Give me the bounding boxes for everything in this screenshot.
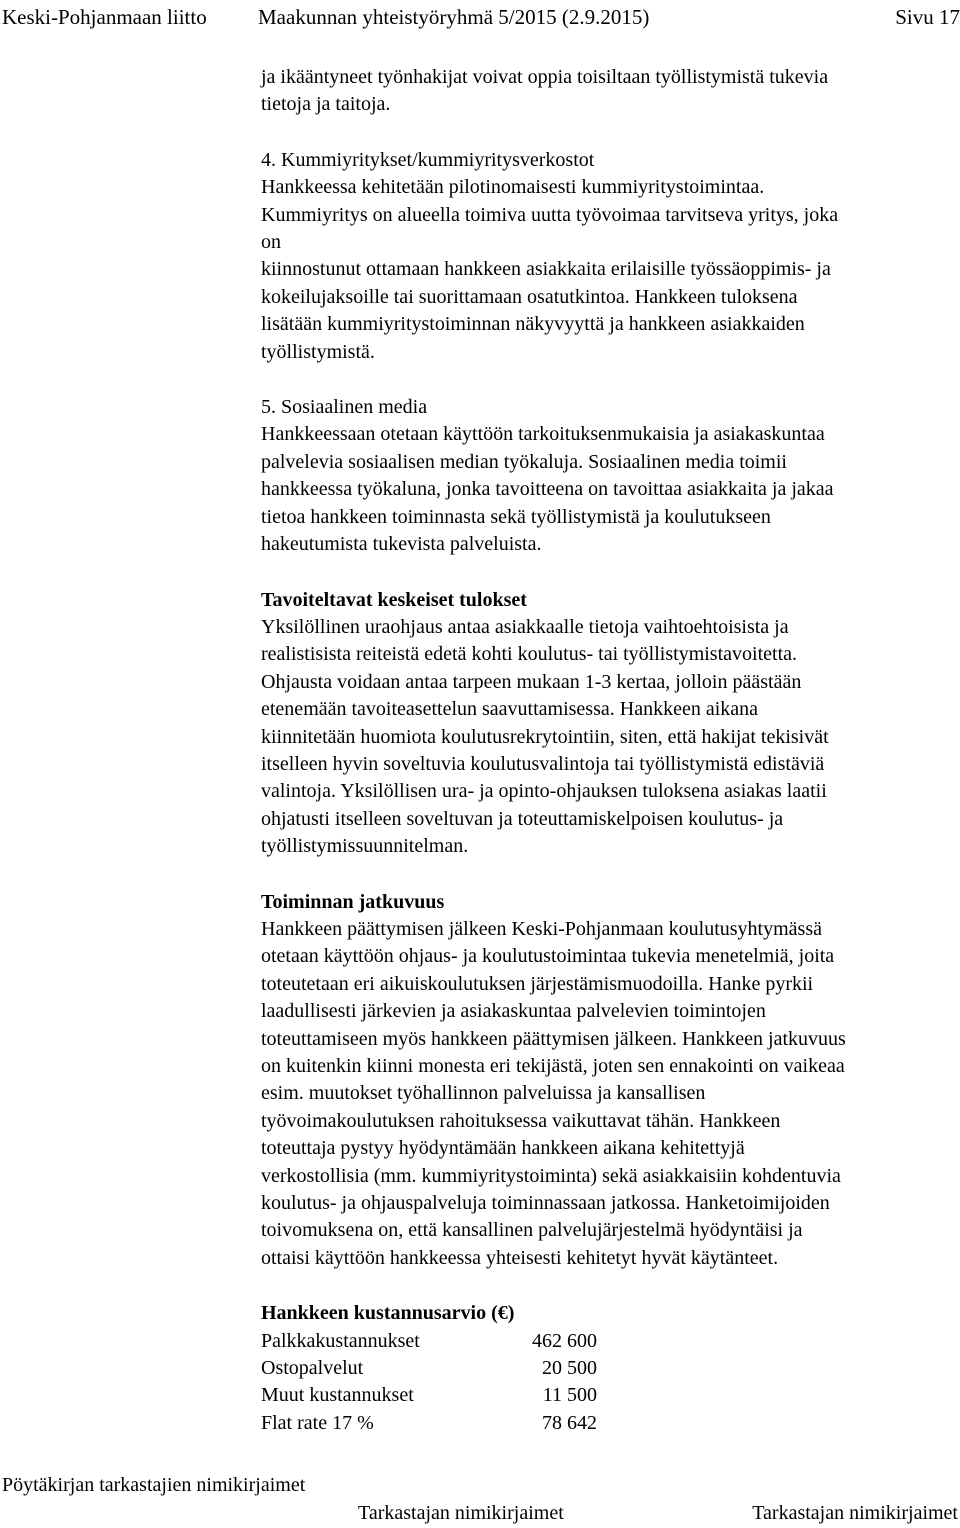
text-line: työllistymissuunnitelman. xyxy=(261,835,469,858)
protocol-inspectors-initials: Pöytäkirjan tarkastajien nimikirjaimet xyxy=(2,1474,306,1496)
text-line: kokeilujaksoille tai suorittamaan osatutkintoa. Hankkeen tuloksena xyxy=(261,285,798,308)
budget-label: Muut kustannukset xyxy=(261,1384,414,1407)
text-line: valintoja. Yksilöllisen ura- ja opinto-ohjauksen tuloksena asiakas laatii xyxy=(261,780,827,803)
budget-amount: 20 500 xyxy=(542,1357,597,1380)
page-number: Sivu 17 xyxy=(895,5,960,29)
text-line: etenemään tavoiteasettelun saavuttamisessa. Hankkeen aikana xyxy=(261,698,759,721)
budget-label: Ostopalvelut xyxy=(261,1357,364,1380)
section-heading: Tavoiteltavat keskeiset tulokset xyxy=(261,588,527,611)
text-line: koulutus- ja ohjauspalveluja toiminnassaan jatkossa. Hanketoimijoiden xyxy=(261,1192,830,1215)
text-line: laadullisesti järkevien ja asiakaskuntaa palvelevien toimintojen xyxy=(261,1000,766,1023)
budget-table xyxy=(261,1328,597,1438)
section-tulokset xyxy=(261,587,957,861)
document-body xyxy=(261,64,957,1437)
text-line: Hankkeessaan otetaan käyttöön tarkoituksenmukaisia ja asiakaskuntaa xyxy=(261,423,825,446)
section-title: 5. Sosiaalinen media xyxy=(261,396,428,419)
text-line: on xyxy=(261,231,281,254)
text-line: toteuttaja pystyy hyödyntämään hankkeen aikana kehitettyjä xyxy=(261,1137,745,1160)
text-line: verkostollisia (mm. kummiyritystoiminta) sekä asiakkaisiin kohdentuvia xyxy=(261,1164,841,1187)
text-line: otetaan käyttöön ohjaus- ja koulutustoimintaa tukevia menetelmiä, joita xyxy=(261,945,835,968)
text-line: ottaisi käyttöön hankkeessa yhteisesti kehitetyt hyvät käytänteet. xyxy=(261,1246,779,1269)
text-line: työllistymistä. xyxy=(261,340,375,363)
text-line: lisätään kummiyritystoiminnan näkyvyyttä ja hankkeen asiakkaiden xyxy=(261,313,805,336)
intro-paragraph xyxy=(261,64,957,119)
text-line: toteuttamiseen myös hankkeen päättymisen jälkeen. Hankkeen jatkuvuus xyxy=(261,1027,846,1050)
text-line: Hankkeen päättymisen jälkeen Keski-Pohjanmaan koulutusyhtymässä xyxy=(261,917,822,940)
text-line: Hankkeessa kehitetään pilotinomaisesti kummiyritystoimintaa. xyxy=(261,176,765,199)
table-row xyxy=(261,1355,597,1382)
text-line: esim. muutokset työhallinnon palveluissa ja kansallisen xyxy=(261,1082,706,1105)
section-kummiyritykset xyxy=(261,147,957,366)
budget-amount: 78 642 xyxy=(542,1411,597,1434)
budget-label: Palkkakustannukset xyxy=(261,1329,420,1352)
page-header xyxy=(0,2,960,32)
text-line: ohjatusti itselleen soveltuvan ja toteuttamiskelpoisen koulutus- ja xyxy=(261,807,784,830)
section-kustannusarvio xyxy=(261,1300,957,1437)
text-line: toteutetaan eri aikuiskoulutuksen järjestämismuodoilla. Hanke pyrkii xyxy=(261,972,814,995)
table-row xyxy=(261,1382,597,1409)
section-title: 4. Kummiyritykset/kummiyritysverkostot xyxy=(261,148,595,171)
text-line: Yksilöllinen uraohjaus antaa asiakkaalle tietoja vaihtoehtoisista ja xyxy=(261,615,789,638)
text-line: toivomuksena on, että kansallinen palvelujärjestelmä hyödyntäisi ja xyxy=(261,1219,803,1242)
text-line: tietoa hankkeen toiminnasta sekä työllistymistä ja koulutukseen xyxy=(261,505,771,528)
inspector-initials-1: Tarkastajan nimikirjaimet xyxy=(358,1502,564,1524)
meeting-title: Maakunnan yhteistyöryhmä 5/2015 (2.9.2015) xyxy=(258,5,650,29)
text-line: hankkeessa työkaluna, jonka tavoitteena on tavoittaa asiakkaita ja jakaa xyxy=(261,478,834,501)
text-line: palvelevia sosiaalisen median työkaluja. Sosiaalinen media toimii xyxy=(261,450,787,473)
text-line: realistisista reiteistä edetä kohti koulutus- tai työllistymistavoitetta. xyxy=(261,643,798,666)
text-line: Kummiyritys on alueella toimiva uutta työvoimaa tarvitseva yritys, joka xyxy=(261,203,839,226)
text-line: tietoja ja taitoja. xyxy=(261,93,391,116)
section-jatkuvuus xyxy=(261,889,957,1273)
budget-amount: 11 500 xyxy=(542,1384,597,1407)
text-line: itselleen hyvin soveltuvia koulutusvalintoja tai työllistymistä edistäviä xyxy=(261,752,825,775)
text-line: kiinnostunut ottamaan hankkeen asiakkaita erilaisille työssäoppimis- ja xyxy=(261,258,831,281)
budget-label: Flat rate 17 % xyxy=(261,1411,374,1434)
text-line: Ohjausta voidaan antaa tarpeen mukaan 1-3 kertaa, jolloin päästään xyxy=(261,670,802,693)
text-line: hakeutumista tukevista palveluista. xyxy=(261,533,542,556)
section-heading: Hankkeen kustannusarvio (€) xyxy=(261,1302,515,1325)
section-sosiaalinen-media xyxy=(261,394,957,558)
section-heading: Toiminnan jatkuvuus xyxy=(261,890,445,913)
text-line: ja ikääntyneet työnhakijat voivat oppia toisiltaan työllistymistä tukevia xyxy=(261,66,829,88)
organization-name: Keski-Pohjanmaan liitto xyxy=(2,5,207,29)
text-line: on kuitenkin kiinni monesta eri tekijästä, joten sen ennakointi on vaikeaa xyxy=(261,1055,845,1077)
budget-amount: 462 600 xyxy=(532,1329,597,1352)
text-line: kiinnitetään huomiota koulutusrekrytointiin, siten, että hakijat tekisivät xyxy=(261,725,829,748)
table-row xyxy=(261,1410,597,1437)
inspector-initials-2: Tarkastajan nimikirjaimet xyxy=(752,1502,958,1524)
table-row xyxy=(261,1328,597,1355)
text-line: työvoimakoulutuksen rahoituksessa vaikuttavat tähän. Hankkeen xyxy=(261,1109,781,1132)
